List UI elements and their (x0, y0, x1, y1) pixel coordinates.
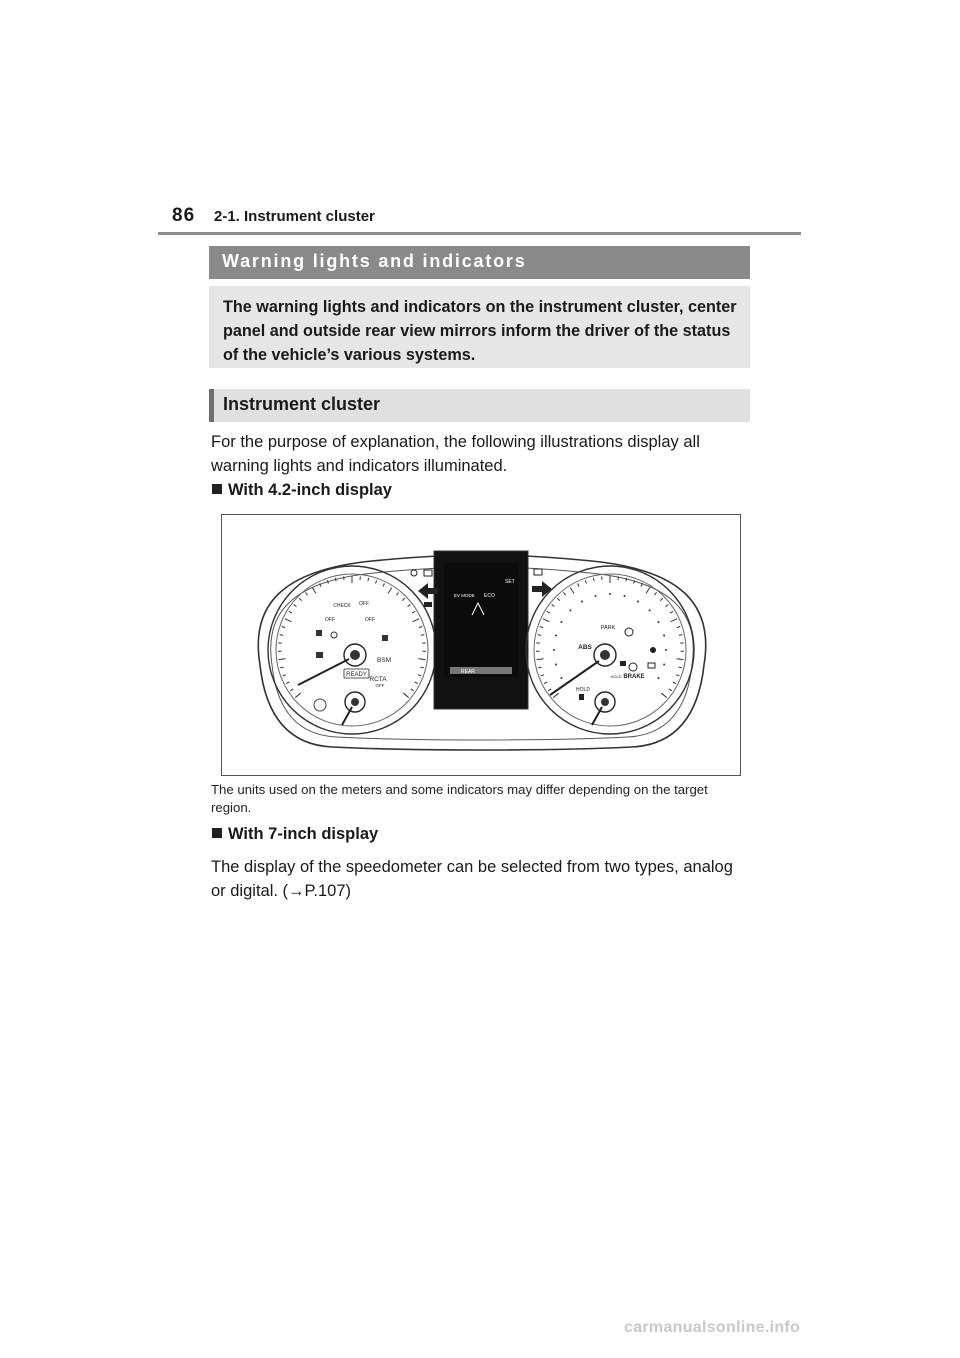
section-banner-title: Warning lights and indicators (222, 251, 527, 271)
bullet-heading-4inch-text: With 4.2-inch display (228, 481, 392, 499)
gauge-tick (677, 627, 680, 628)
gauge-tick (412, 611, 415, 613)
gauge-tick (283, 675, 286, 676)
gauge-dot (569, 609, 571, 611)
seatbelt-icon (316, 630, 322, 636)
fuel-gauge-icon (579, 694, 584, 700)
bullet-heading-4inch (212, 481, 392, 500)
gauge-tick (676, 659, 683, 660)
label-off-1: OFF (359, 601, 369, 607)
gauge-tick (661, 693, 666, 697)
gauge-tick (537, 659, 544, 660)
oil-pressure-icon (331, 632, 337, 638)
gauge-tick (411, 689, 414, 691)
section-header: 2-1. Instrument cluster (214, 208, 375, 225)
gauge-dot (657, 621, 659, 623)
paragraph-speedometer-text: The display of the speedometer can be selected from two types, analog or digital. (→P.107) (211, 858, 733, 900)
label-hold-small: HOLD (610, 674, 622, 679)
label-park: PARK (600, 625, 616, 631)
gauge-tick (578, 583, 580, 586)
label-hold: HOLD (576, 687, 590, 693)
gauge-tick (420, 667, 423, 668)
intro-text: The warning lights and indicators on the instrument cluster, center panel and outside rear view mirrors inform the driver of the status of the vehicle’s various systems. (223, 298, 737, 364)
gauge-tick (402, 598, 404, 600)
gauge-tick (538, 635, 541, 636)
label-abs: ABS (578, 644, 592, 651)
gauge-tick (368, 578, 369, 581)
label-rear: REAR (461, 669, 475, 675)
gauge-dot (663, 635, 665, 637)
gauge-dot (649, 609, 651, 611)
fog-light-icon (534, 569, 542, 575)
gauge-tick (280, 667, 283, 668)
left-gauge-hub-core (350, 650, 360, 660)
gauge-tick (548, 689, 551, 691)
battery-icon (316, 652, 323, 658)
instrument-cluster-illustration (222, 515, 740, 775)
gauge-tick (286, 682, 289, 684)
gauge-tick (419, 627, 422, 628)
gauge-dot (555, 663, 557, 665)
header-divider (158, 232, 801, 235)
gauge-tick (289, 611, 292, 613)
gauge-tick (553, 693, 558, 697)
label-eco: ECO (484, 593, 495, 599)
watermark: carmanualsonline.info (624, 1319, 801, 1336)
gauge-tick (654, 592, 656, 595)
gauge-tick (538, 667, 541, 668)
gauge-tick (676, 675, 679, 676)
gauge-tick (563, 592, 565, 595)
page-number: 86 (172, 205, 196, 226)
gauge-tick (418, 675, 421, 676)
gauge-tick (413, 619, 419, 622)
gauge-tick (335, 578, 336, 581)
gauge-tick (282, 627, 285, 628)
gauge-tick (666, 604, 669, 606)
bullet-heading-7inch-text: With 7-inch display (228, 825, 379, 843)
gauge-dot (553, 649, 555, 651)
subsection-accent-bar (209, 389, 214, 422)
left-sub-hub-core (351, 698, 359, 706)
gauge-tick (403, 693, 408, 697)
gauge-dot (555, 635, 557, 637)
gauge-tick (544, 682, 547, 684)
gauge-dot (595, 595, 597, 597)
fuel-warning-icon (382, 635, 388, 641)
figure-caption: The units used on the meters and some indicators may differ depending on the target region. (211, 782, 708, 815)
gauge-dot (609, 593, 611, 595)
label-bsm: BSM (376, 657, 392, 664)
turn-right-arrow-icon (532, 581, 552, 597)
right-gauge-dots (553, 593, 667, 679)
parking-brake-icon (620, 661, 626, 666)
gauge-tick (383, 583, 385, 586)
gauge-tick (396, 592, 398, 595)
gauge-tick (671, 619, 677, 622)
gauge-tick (641, 583, 643, 586)
gauge-dot (663, 663, 665, 665)
gauge-tick (327, 580, 328, 583)
sun-icon (411, 570, 417, 576)
gauge-tick (388, 588, 392, 594)
gauge-tick (660, 598, 662, 600)
label-off-3: OFF (365, 617, 375, 623)
label-set: SET (505, 579, 515, 585)
gauge-tick (415, 682, 418, 684)
gauge-tick (279, 659, 286, 660)
gauge-tick (540, 627, 543, 628)
left-small-ring (314, 699, 326, 711)
label-check: CHECK (333, 603, 351, 609)
gauge-tick (408, 604, 411, 606)
label-off-2: OFF (325, 617, 335, 623)
gauge-tick (305, 592, 307, 595)
gauge-dot (561, 621, 563, 623)
gauge-tick (295, 693, 300, 697)
gauge-dot (623, 595, 625, 597)
gauge-tick (294, 604, 297, 606)
headlight-icon (424, 570, 432, 576)
gauge-tick (679, 635, 682, 636)
subsection-title: Instrument cluster (223, 394, 381, 414)
gauge-tick (299, 598, 301, 600)
gauge-tick (285, 619, 291, 622)
gauge-tick (290, 689, 293, 691)
gauge-tick (570, 588, 574, 594)
gauge-tick (670, 611, 673, 613)
gauge-tick (669, 689, 672, 691)
left-gauge-needle (298, 659, 349, 685)
brake-warning-icon (625, 628, 633, 636)
gauge-tick (541, 675, 544, 676)
gauge-tick (646, 588, 650, 594)
gauge-dot (637, 601, 639, 603)
gauge-dot (657, 677, 659, 679)
gauge-tick (418, 659, 425, 660)
check-engine-icon (648, 663, 655, 668)
gauge-dot (581, 601, 583, 603)
gauge-tick (547, 611, 550, 613)
gauge-tick (421, 635, 424, 636)
gauge-tick (585, 580, 586, 583)
instrument-cluster-figure (221, 514, 741, 776)
paragraph-explanation: For the purpose of explanation, the following illustrations display all warning lights and indicators illuminated. (211, 433, 700, 475)
gauge-tick (543, 619, 549, 622)
gauge-tick (593, 578, 594, 581)
gauge-tick (552, 604, 555, 606)
label-brake: BRAKE (623, 674, 645, 680)
center-display-rear-bar (450, 667, 512, 674)
bullet-square-icon (212, 484, 222, 494)
right-sub-hub-core (601, 698, 609, 706)
tail-light-icon (424, 602, 432, 607)
tire-pressure-icon (629, 663, 637, 671)
bullet-heading-7inch (212, 825, 378, 844)
gauge-tick (557, 598, 559, 600)
gauge-tick (673, 682, 676, 684)
gauge-tick (312, 588, 316, 594)
label-ready: READY (346, 672, 367, 678)
airbag-icon (650, 647, 656, 653)
label-rcta-off: OFF (375, 683, 385, 688)
paragraph-speedometer (211, 855, 751, 903)
gauge-tick (678, 667, 681, 668)
gauge-dot (561, 677, 563, 679)
gauge-tick (376, 580, 377, 583)
left-sub-needle (342, 707, 352, 725)
label-rcta: RCTA (369, 676, 387, 683)
right-gauge-needle (550, 661, 599, 695)
gauge-tick (280, 635, 283, 636)
label-ev-mode: EV MODE (454, 593, 475, 598)
gauge-dot (665, 649, 667, 651)
bullet-square-icon (212, 828, 222, 838)
right-sub-needle (592, 707, 602, 725)
right-gauge-hub-core (600, 650, 610, 660)
